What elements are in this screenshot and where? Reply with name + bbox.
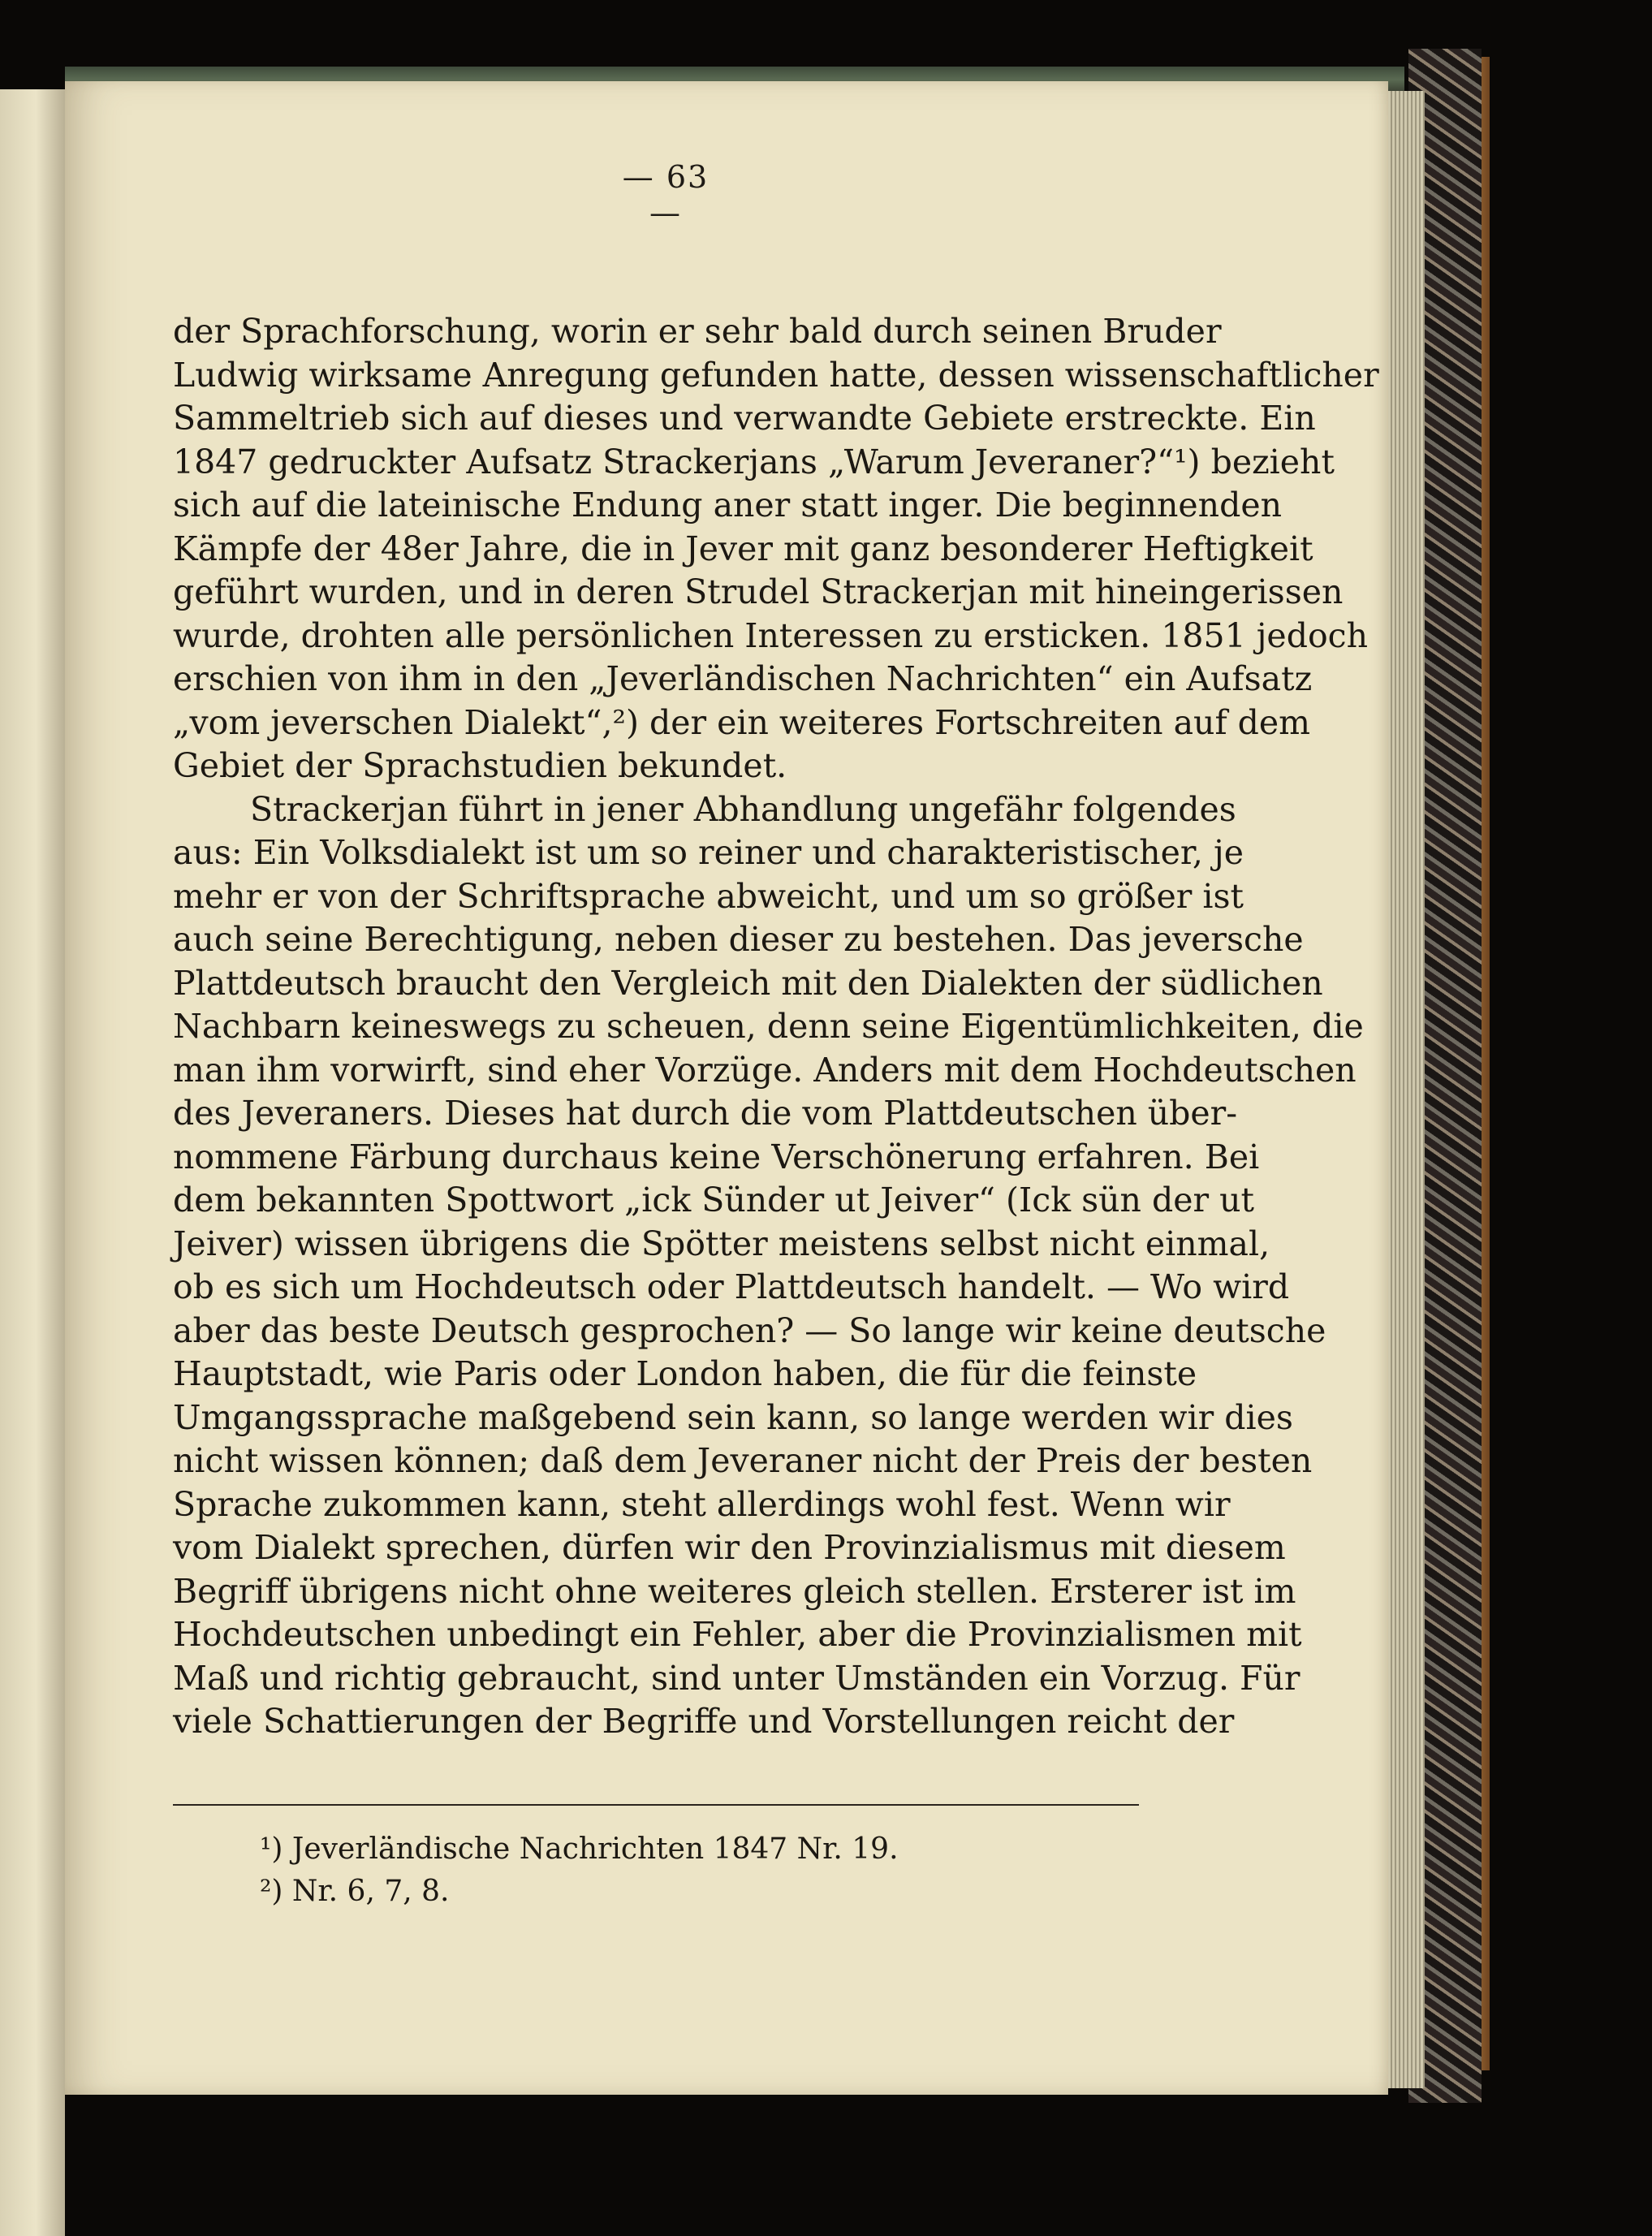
footnotes bbox=[260, 1828, 1072, 1913]
body-text bbox=[173, 310, 1379, 1744]
text-line: man ihm vorwirft, sind eher Vorzüge. Anders mit dem Hochdeutschen bbox=[173, 1050, 1357, 1090]
text-line: aber das beste Deutsch gesprochen? — So lange wir keine deutsche bbox=[173, 1310, 1326, 1350]
text-line: geführt wurden, und in deren Strudel Strackerjan mit hineingerissen bbox=[173, 572, 1344, 611]
text-line: nicht wissen können; daß dem Jeveraner nicht der Preis der besten bbox=[173, 1441, 1313, 1480]
text-line: Hochdeutschen unbedingt ein Fehler, aber die Provinzialismen mit bbox=[173, 1615, 1302, 1654]
text-line: vom Dialekt sprechen, dürfen wir den Provinzialismus mit diesem bbox=[173, 1528, 1286, 1567]
text-line: Kämpfe der 48er Jahre, die in Jever mit ganz besonderer Heftigkeit bbox=[173, 529, 1313, 568]
text-line: Sprache zukommen kann, steht allerdings wohl fest. Wenn wir bbox=[173, 1484, 1231, 1524]
text-line: dem bekannten Spottwort „ick Sünder ut Jeiver“ (Ick sün der ut bbox=[173, 1181, 1254, 1219]
text-line: Maß und richtig gebraucht, sind unter Umständen ein Vorzug. Für bbox=[173, 1658, 1300, 1698]
text-line: aus: Ein Volksdialekt ist um so reiner und charakteristischer, je bbox=[173, 833, 1244, 872]
text-line: Begriff übrigens nicht ohne weiteres gleich stellen. Ersterer ist im bbox=[173, 1571, 1296, 1611]
text-line: Jeiver) wissen übrigens die Spötter meistens selbst nicht einmal, bbox=[173, 1224, 1270, 1263]
text-line: Ludwig wirksame Anregung gefunden hatte, dessen wissenschaftlicher bbox=[173, 355, 1379, 395]
text-line: wurde, drohten alle persönlichen Interessen zu ersticken. 1851 jedoch bbox=[173, 615, 1368, 655]
page-stack-edge bbox=[1384, 91, 1425, 2088]
text-line: Sammeltrieb sich auf dieses und verwandte Gebiete erstreckte. Ein bbox=[173, 399, 1316, 438]
text-line: Hauptstadt, wie Paris oder London haben, die für die feinste bbox=[173, 1354, 1197, 1393]
footnote: ¹) Jeverländische Nachrichten 1847 Nr. 19. bbox=[260, 1832, 899, 1866]
text-line: auch seine Berechtigung, neben dieser zu bestehen. Das jeversche bbox=[173, 920, 1304, 959]
footnote: ²) Nr. 6, 7, 8. bbox=[260, 1875, 450, 1908]
text-line: Umgangssprache maßgebend sein kann, so lange werden wir dies bbox=[173, 1397, 1293, 1437]
text-line: der Sprachforschung, worin er sehr bald durch seinen Bruder bbox=[173, 312, 1222, 351]
text-line: Strackerjan führt in jener Abhandlung ungefähr folgendes bbox=[250, 789, 1236, 829]
footnote-divider bbox=[173, 1804, 1139, 1806]
text-line: nommene Färbung durchaus keine Verschönerung erfahren. Bei bbox=[173, 1137, 1260, 1176]
text-line: des Jeveraners. Dieses hat durch die vom Plattdeutschen über- bbox=[173, 1094, 1238, 1133]
text-line: mehr er von der Schriftsprache abweicht, und um so größer ist bbox=[173, 876, 1244, 916]
text-line: Nachbarn keineswegs zu scheuen, denn seine Eigentümlichkeiten, die bbox=[173, 1007, 1364, 1046]
text-line: Gebiet der Sprachstudien bekundet. bbox=[173, 746, 787, 785]
text-line: „vom jeverschen Dialekt“,²) der ein weiteres Fortschreiten auf dem bbox=[173, 702, 1311, 742]
text-line: sich auf die lateinische Endung aner statt inger. Die beginnenden bbox=[173, 486, 1282, 524]
text-line: Plattdeutsch braucht den Vergleich mit den Dialekten der südlichen bbox=[173, 963, 1323, 1003]
text-line: 1847 gedruckter Aufsatz Strackerjans „Warum Jeveraner?“¹) bezieht bbox=[173, 442, 1335, 481]
text-line: erschien von ihm in den „Jeverländischen Nachrichten“ ein Aufsatz bbox=[173, 659, 1313, 698]
text-line: ob es sich um Hochdeutsch oder Plattdeutsch handelt. — Wo wird bbox=[173, 1267, 1290, 1306]
text-line: viele Schattierungen der Begriffe und Vorstellungen reicht der bbox=[173, 1702, 1235, 1741]
page-number: — 63 — bbox=[622, 159, 710, 231]
left-page-edge bbox=[0, 89, 65, 2236]
